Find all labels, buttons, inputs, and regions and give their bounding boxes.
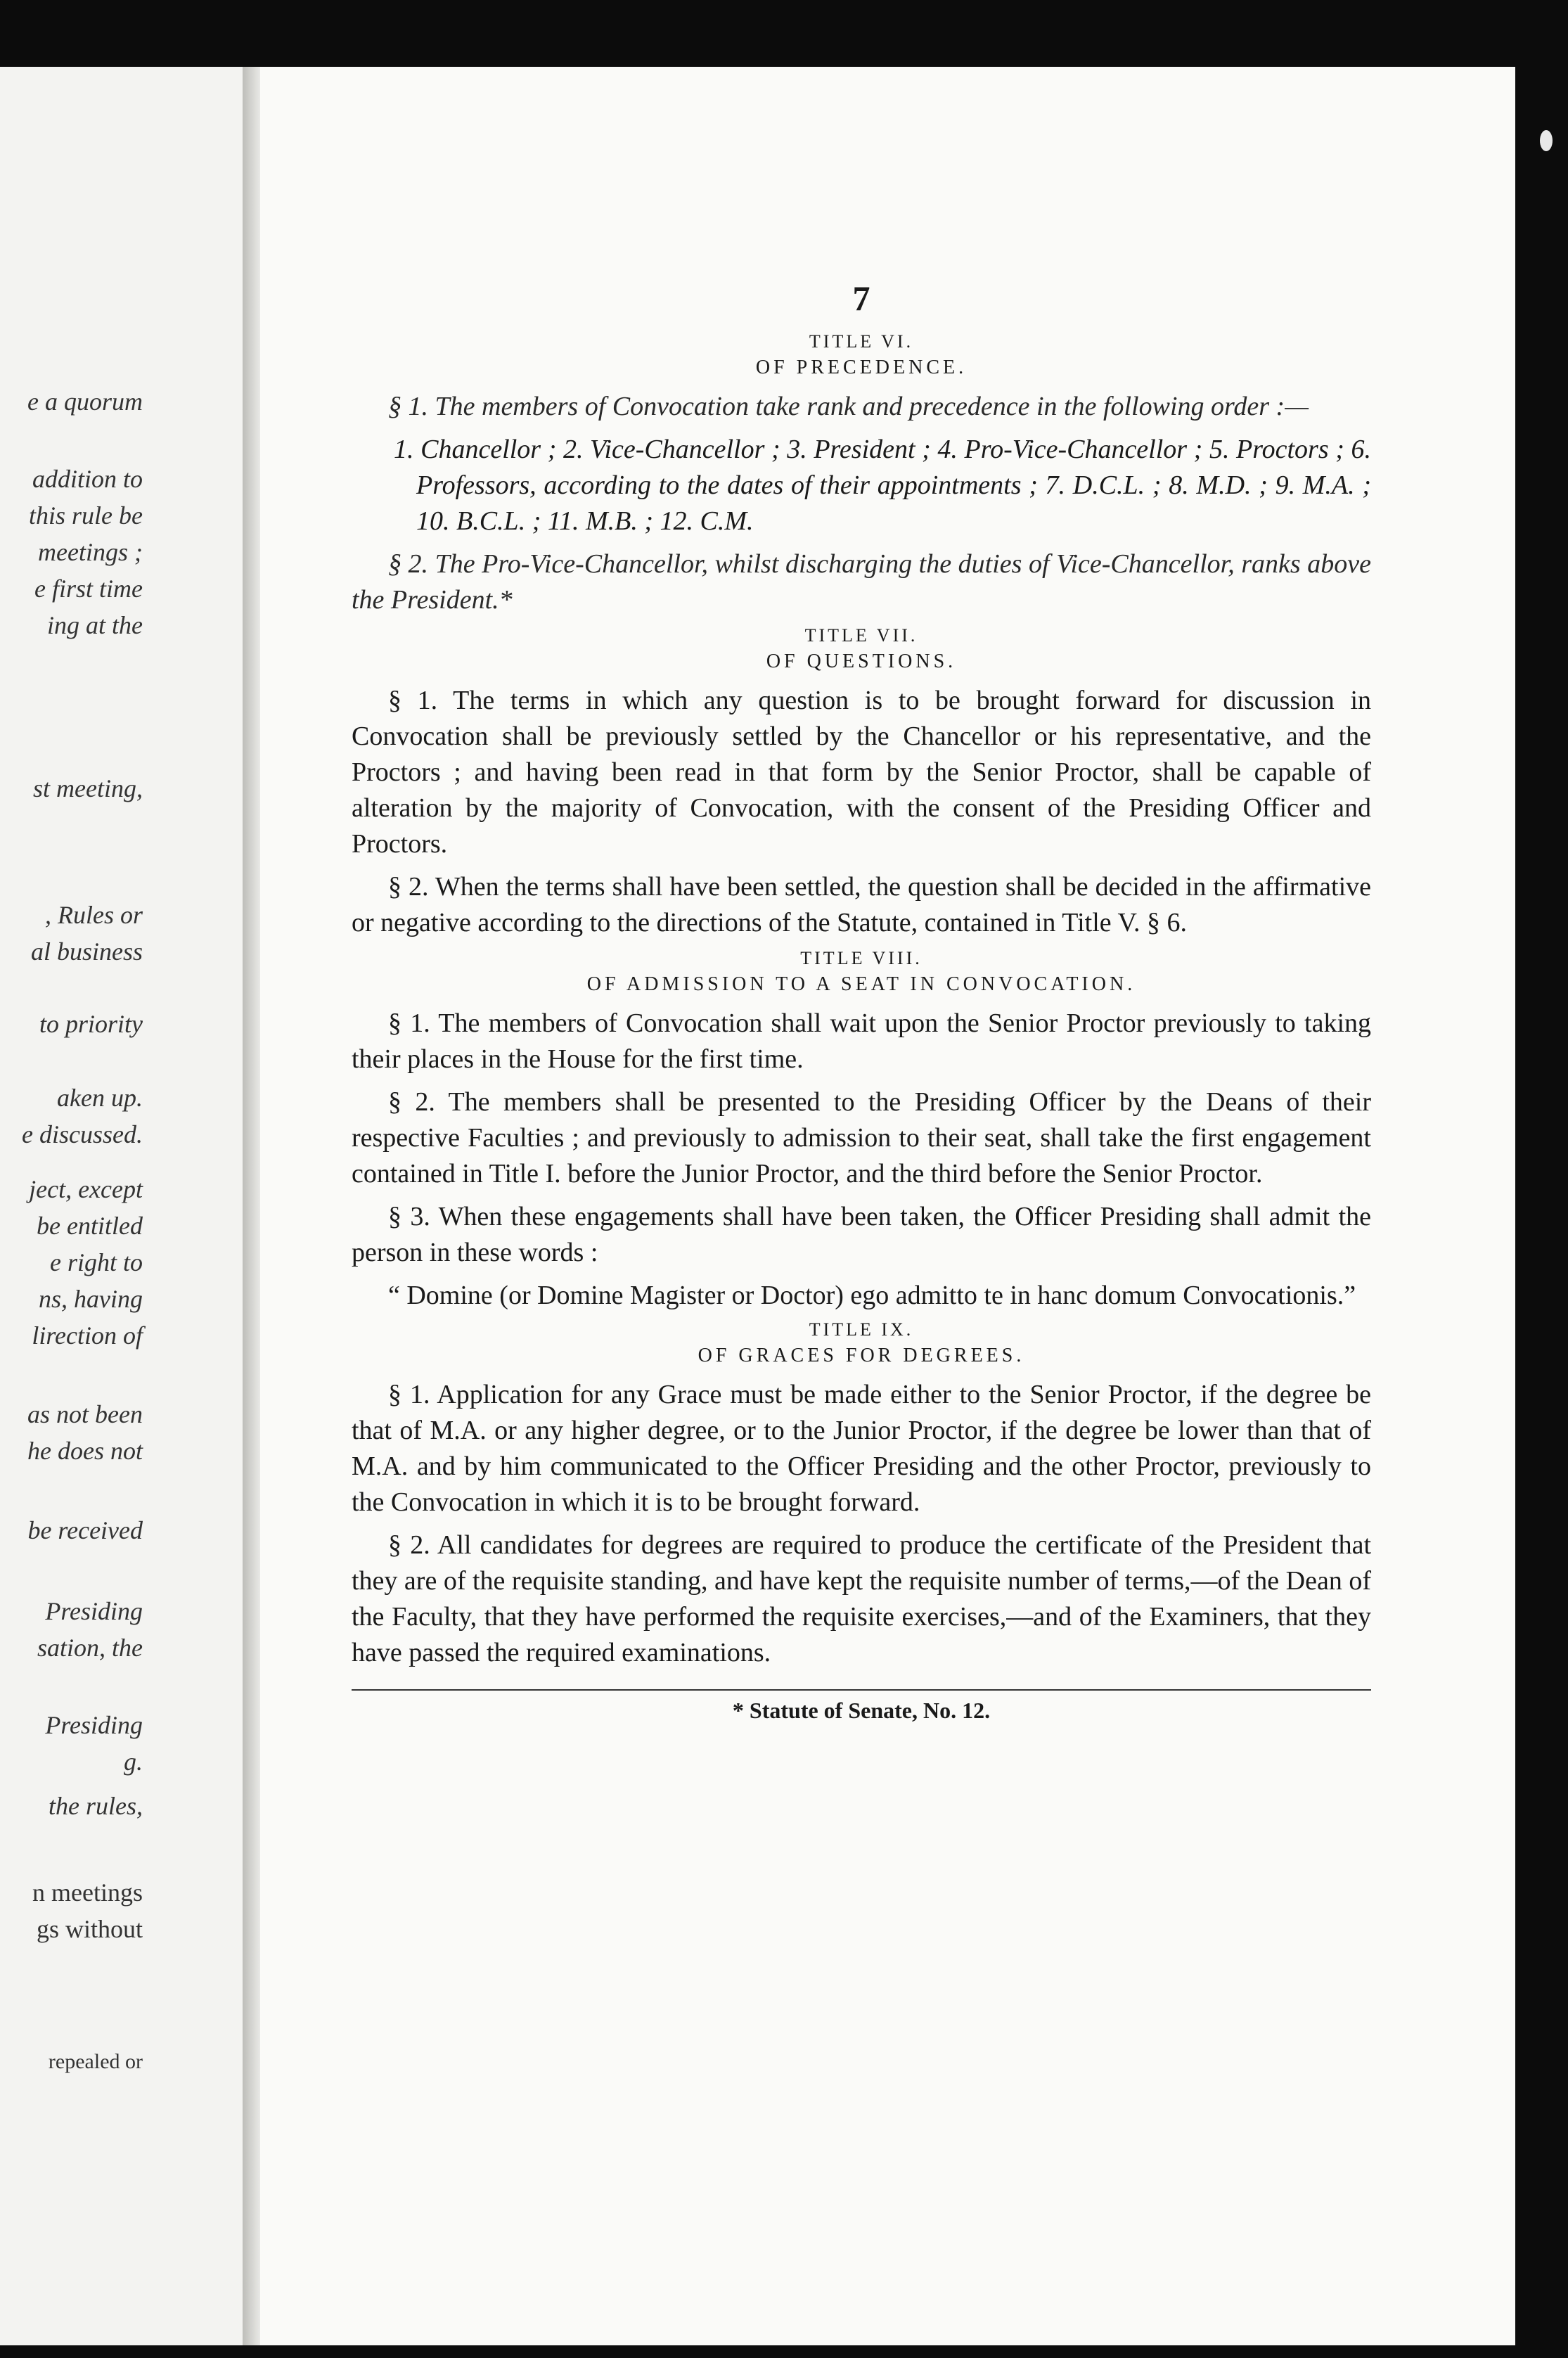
left-fragment: e a quorum (27, 387, 143, 416)
left-fragment: be entitled (37, 1212, 143, 1240)
title-viii-label: TITLE VIII. (800, 948, 923, 968)
left-fragment: Presiding (45, 1597, 143, 1625)
left-fragment: st meeting, (33, 774, 143, 802)
left-fragment: sation, the (37, 1634, 143, 1662)
footnote: * Statute of Senate, No. 12. (732, 1698, 991, 1723)
left-fragment: Presiding (45, 1711, 143, 1739)
left-fragment: be received (27, 1516, 143, 1544)
page-text-column (352, 278, 1371, 1724)
left-fragment: to priority (39, 1010, 143, 1038)
left-fragment: addition to (32, 465, 143, 493)
admission-heading: OF ADMISSION TO A SEAT IN CONVOCATION. (586, 973, 1136, 995)
left-fragment: meetings ; (38, 538, 143, 566)
admission-formula-quote: “ Domine (or Domine Magister or Doctor) ego admitto te in hanc domum Convocationis.” (388, 1281, 1356, 1310)
precedence-order-text: 1. Chancellor ; 2. Vice-Chancellor ; 3. President ; 4. Pro-Vice-Chancellor ; 5. Proctors ; 6. Professors, according to the dates of their appointments ; 7. D.C.L. ; 8. M.D. ; 9. M.A. ; 10. B.C.L. ; 11. M.B. ; 12. C.M. (394, 435, 1371, 536)
title-vii-label: TITLE VII. (804, 625, 918, 646)
left-fragment: he does not (27, 1437, 143, 1465)
precedence-order-list (352, 432, 1371, 539)
left-fragment: the rules, (49, 1792, 143, 1820)
left-fragment: ject, except (29, 1175, 143, 1203)
title-vi-label: TITLE VI. (809, 331, 914, 352)
left-fragment: lirection of (32, 1321, 143, 1350)
left-fragment: gs without (36, 1915, 143, 1943)
book-gutter (243, 67, 260, 2345)
admission-paragraph-2: § 2. The members shall be presented to the Presiding Officer by the Deans of their respective Faculties ; and previously to admission to their seat, shall take the first engagement contained in Title I. before the Junior Proctor, and the third before the Senior Proctor. (352, 1087, 1371, 1188)
questions-paragraph-1: § 1. The terms in which any question is to be brought forward for discussion in Convocation shall be previously settled by the Chancellor or his representative, and the Proctors ; and having been read in that form by the Senior Proctor, shall be capable of alteration by the majority of Convocation, with the consent of the Presiding Officer and Proctors. (352, 686, 1371, 859)
left-fragment: ns, having (39, 1285, 143, 1313)
left-page-edge (0, 67, 244, 2345)
questions-heading: OF QUESTIONS. (766, 651, 957, 672)
title-ix-label: TITLE IX. (809, 1319, 914, 1340)
left-fragment: al business (30, 937, 143, 966)
left-fragment: e first time (34, 575, 143, 603)
precedence-paragraph-1: § 1. The members of Convocation take rank and precedence in the following order :— (388, 392, 1309, 421)
left-fragment: repealed or (48, 2050, 143, 2073)
page-edge-speck (1540, 130, 1553, 151)
precedence-paragraph-2: § 2. The Pro-Vice-Chancellor, whilst discharging the duties of Vice-Chancellor, ranks above the President.* (352, 549, 1371, 615)
admission-paragraph-1: § 1. The members of Convocation shall wait upon the Senior Proctor previously to taking their places in the House for the first time. (352, 1008, 1371, 1074)
left-fragment: e discussed. (22, 1120, 143, 1148)
left-fragment: n meetings (32, 1878, 143, 1907)
left-fragment: e right to (50, 1248, 143, 1276)
left-fragment: g. (124, 1748, 143, 1776)
precedence-heading: OF PRECEDENCE. (755, 357, 968, 378)
graces-heading: OF GRACES FOR DEGREES. (698, 1345, 1025, 1366)
graces-paragraph-1: § 1. Application for any Grace must be made either to the Senior Proctor, if the degree be that of M.A. or any higher degree, or to the Junior Proctor, if the degree be lower than that of M.A. and by him communicated to the Officer Presiding and the other Proctor, previously to the Convocation in which it is to be brought forward. (352, 1380, 1371, 1517)
admission-paragraph-3: § 3. When these engagements shall have been taken, the Officer Presiding shall admit the person in these words : (352, 1202, 1371, 1267)
left-fragment: as not been (27, 1400, 143, 1428)
left-fragment: this rule be (29, 501, 143, 530)
footnote-divider (352, 1689, 1371, 1691)
left-fragment: , Rules or (45, 901, 143, 929)
left-fragment: aken up. (57, 1084, 143, 1112)
left-fragment: ing at the (47, 611, 143, 639)
page-number: 7 (852, 278, 870, 318)
right-page (260, 67, 1515, 2345)
questions-paragraph-2: § 2. When the terms shall have been settled, the question shall be decided in the affirmative or negative according to the directions of the Statute, contained in Title V. § 6. (352, 872, 1371, 937)
graces-paragraph-2: § 2. All candidates for degrees are required to produce the certificate of the President that they are of the requisite standing, and have kept the requisite number of terms,—of the Dean of the Faculty, that they have performed the requisite exercises,—and of the Examiners, that they have passed the required examinations. (352, 1530, 1371, 1667)
